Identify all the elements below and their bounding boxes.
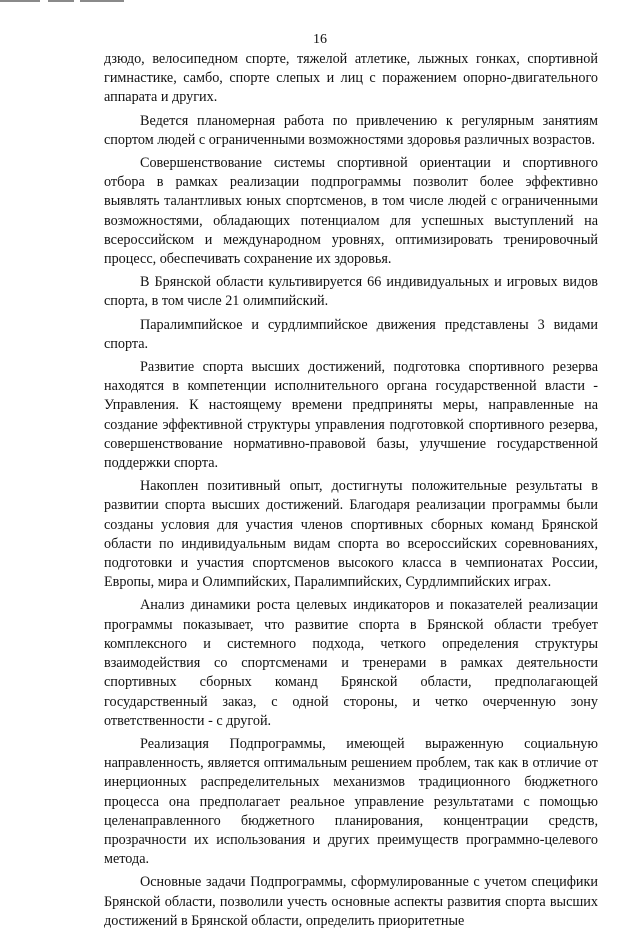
scan-edge-segment xyxy=(0,0,40,2)
paragraph: Развитие спорта высших достижений, подготовка спортивного резерва находятся в компетенции исполнительного органа государственной власти - Управления. К настоящему времени предприняты меры, направленные на создание эффективной структуры управления подготовкой спортивного резерва, совершенствование нормативно-правовой базы, улучшение государственной поддержки спорта. xyxy=(104,359,598,472)
paragraph: Реализация Подпрограммы, имеющей выраженную социальную направленность, является оптимальным решением проблем, так как в отличие от инерционных распределительных механизмов традиционного бюджетного процесса она предполагает реальное управление результатами с помощью целенаправленного бюджетного планирования, концентрации средств, прозрачности их использования и других преимуществ программно-целевого метода. xyxy=(104,735,598,868)
scan-edge-segment xyxy=(80,0,124,2)
paragraph: Совершенствование системы спортивной ориентации и спортивного отбора в рамках реализации подпрограммы позволит более эффективно выявлять талантливых юных спортсменов, в том числе людей с ограниченными возможностями, обладающих потенциалом для успешных выступлений на всероссийском и международном уровнях, оптимизировать тренировочный процесс, обеспечивать сохранение их здоровья. xyxy=(104,155,598,268)
paragraph: В Брянской области культивируется 66 индивидуальных и игровых видов спорта, в том числе 21 олимпийский. xyxy=(104,274,598,310)
scan-edge-mark xyxy=(0,0,640,6)
paragraph: Накоплен позитивный опыт, достигнуты положительные результаты в развитии спорта высших достижений. Благодаря реализации программы были созданы условия для участия членов спортивных сборных команд Брянской области по индивидуальным видам спорта во всероссийских соревнованиях, подготовки и участия спортсменов высокого класса в чемпионатах России, Европы, мира и Олимпийских, Паралимпийских, Сурдлимпийских играх. xyxy=(104,478,598,591)
paragraph: Ведется планомерная работа по привлечению к регулярным занятиям спортом людей с ограниченными возможностями здоровья различных возрастов. xyxy=(104,112,598,148)
page-number: 16 xyxy=(313,32,327,47)
scan-edge-segment xyxy=(48,0,74,2)
paragraph: Паралимпийское и сурдлимпийское движения представлены 3 видами спорта. xyxy=(104,316,598,352)
paragraph: Анализ динамики роста целевых индикаторов и показателей реализации программы показывает, что развитие спорта в Брянской области требует комплексного и системного подхода, четкого определения структуры взаимодействия со спортсменами и тренерами в рамках деятельности спортивных сборных команд Брянской области, предполагающей государственный заказ, с одной стороны, и четко очерченную зону ответственности - с другой. xyxy=(104,597,598,729)
document-body xyxy=(104,50,598,931)
paragraph: Основные задачи Подпрограммы, сформулированные с учетом специфики Брянской области, позволили учесть основные аспекты развития спорта высших достижений в Брянской области, определить приоритетные xyxy=(104,874,598,929)
paragraph: дзюдо, велосипедном спорте, тяжелой атлетике, лыжных гонках, спортивной гимнастике, самбо, спорте слепых и лиц с поражением опорно-двигательного аппарата и других. xyxy=(104,51,598,106)
